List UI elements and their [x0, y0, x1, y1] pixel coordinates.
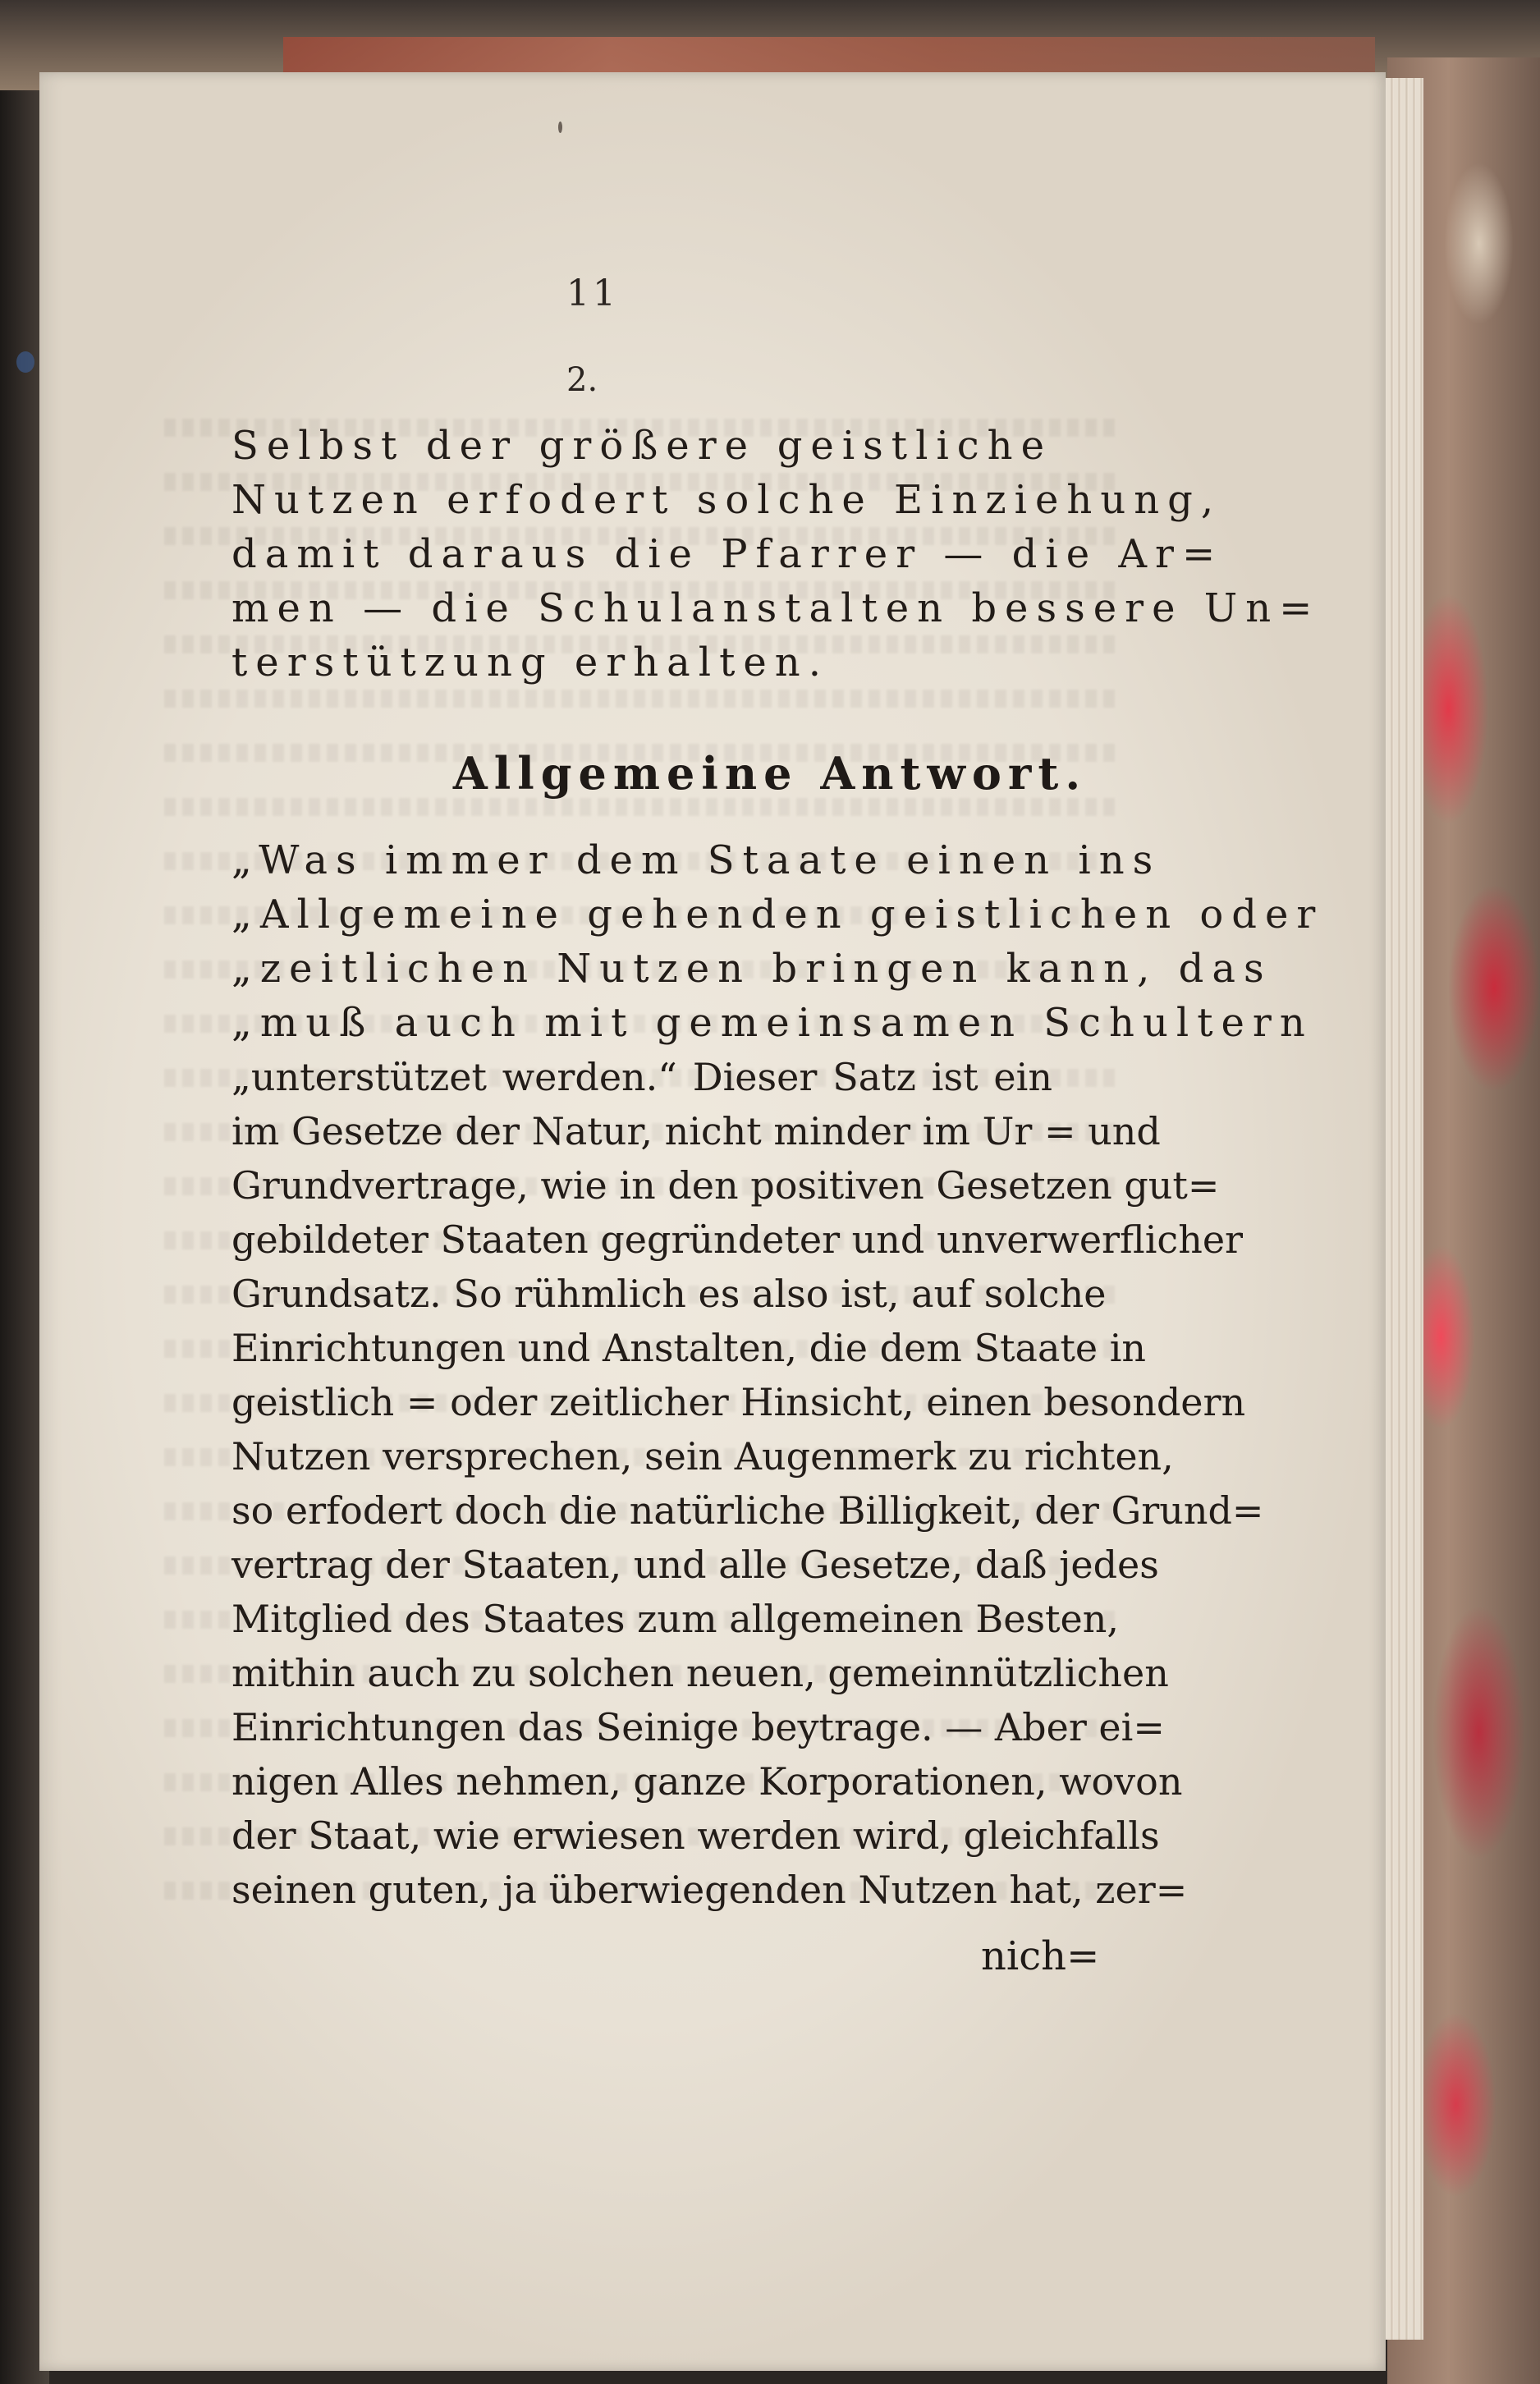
paragraph-1-line: damit daraus die Pfarrer — die Ar=	[231, 531, 1224, 577]
paragraph-1-line: Nutzen erfodert solche Einziehung,	[231, 477, 1222, 523]
paragraph-2-line: Nutzen versprechen, sein Augenmerk zu richten,	[231, 1434, 1174, 1479]
paragraph-2-line: der Staat, wie erwiesen werden wird, gleichfalls	[231, 1813, 1160, 1858]
paragraph-2-line: nigen Alles nehmen, ganze Korporationen, wovon	[231, 1759, 1183, 1804]
paragraph-2-line: mithin auch zu solchen neuen, gemeinnützlichen	[231, 1651, 1169, 1695]
catchword: nich=	[981, 1933, 1100, 1979]
paragraph-2-line: geistlich = oder zeitlicher Hinsicht, einen besondern	[231, 1380, 1246, 1424]
paragraph-1-line: Selbst der größere geistliche	[231, 423, 1052, 469]
paragraph-2-line: Einrichtungen und Anstalten, die dem Staate in	[231, 1326, 1147, 1370]
paragraph-2-line: „zeitlichen Nutzen bringen kann, das	[231, 946, 1272, 992]
paragraph-2-line: Grundvertrage, wie in den positiven Gesetzen gut=	[231, 1163, 1220, 1208]
paragraph-2-line: so erfodert doch die natürliche Billigkeit, der Grund=	[231, 1488, 1264, 1533]
paragraph-2-line: im Gesetze der Natur, nicht minder im Ur = und	[231, 1109, 1161, 1153]
paragraph-2-line: „unterstützet werden.“ Dieser Satz ist ein	[231, 1055, 1052, 1099]
paragraph-2-line: „Allgemeine gehenden geistlichen oder	[231, 892, 1324, 938]
ink-spot	[16, 351, 34, 373]
paragraph-2-line: gebildeter Staaten gegründeter und unverwerflicher	[231, 1217, 1244, 1262]
paragraph-1-line: terstützung erhalten.	[231, 640, 829, 685]
paragraph-2-line: vertrag der Staaten, und alle Gesetze, daß jedes	[231, 1543, 1159, 1587]
page-number: 11	[566, 273, 619, 314]
section-number: 2.	[566, 361, 598, 399]
ink-speck	[558, 121, 562, 133]
paragraph-2-line: Grundsatz. So rühmlich es also ist, auf solche	[231, 1272, 1107, 1316]
paragraph-2-line: Einrichtungen das Seinige beytrage. — Aber ei=	[231, 1705, 1165, 1749]
paragraph-2-line: seinen guten, ja überwiegenden Nutzen hat, zer=	[231, 1868, 1188, 1912]
paragraph-2-line: „Was immer dem Staate einen ins	[231, 837, 1162, 883]
paragraph-2-line: „muß auch mit gemeinsamen Schultern	[231, 1000, 1313, 1046]
section-heading: Allgemeine Antwort.	[452, 747, 1088, 800]
paragraph-1-line: men — die Schulanstalten bessere Un=	[231, 585, 1321, 631]
paragraph-2-line: Mitglied des Staates zum allgemeinen Besten,	[231, 1597, 1119, 1641]
